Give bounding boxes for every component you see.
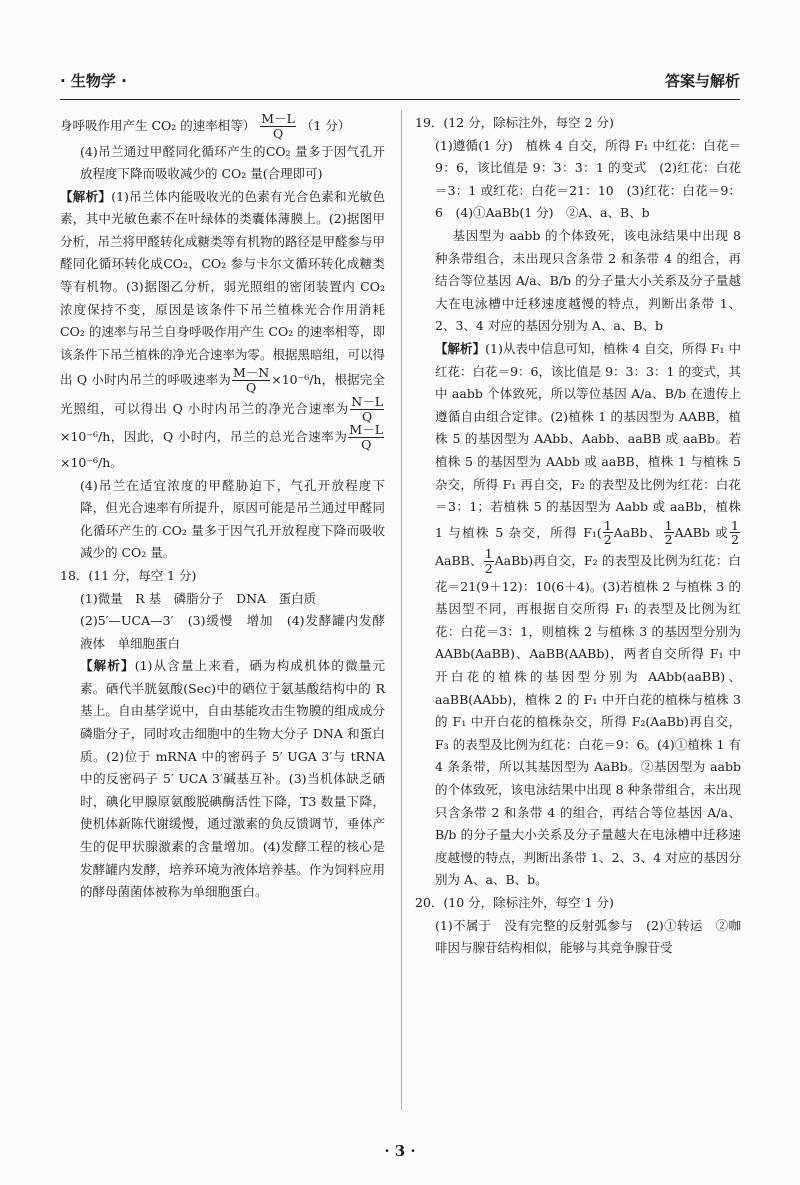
q17-answer-4: (4)吊兰通过甲醛同化循环产生的CO₂ 量多于因气孔开放程度下降而吸收减少的 CO₂ 量(合理即可) <box>80 143 385 182</box>
fraction: $\frac{1}{2}$ <box>731 517 739 548</box>
fraction: $\frac{1}{2}$ <box>484 546 493 576</box>
fraction: $\frac{M-L}{Q}$ <box>261 111 295 141</box>
q19-answer: (1)遵循(1 分) 植株 4 自交，所得 F₁ 中红花：白花＝9：6，该比值是 9：3：3：1 的变式 (2)红花：白花＝3：1 或红花：白花＝21：10 (3)红花：白花＝9：6 (4)①AaBb(1 分) ②A、a、B、b <box>435 137 741 221</box>
column-divider <box>401 110 402 1110</box>
q20-answer: (1)不属于 没有完整的反射弧参与 (2)①转运 ②咖啡因与腺苷结构相似，能够与其竞争腺苷受 <box>435 917 741 956</box>
q20-heading: 20．(10 分，除标注外，每空 1 分) <box>415 895 614 910</box>
q19-answer-explanation: 基因型为 aabb 的个体致死，该电泳结果中出现 8 种条带组合，未出现只含条带 2 和条带 4 的组合，再结合等位基因 A/a、B/b 的分子量大小关系及分子量越大在电泳槽中迁移速度越慢的特点，判断出条带 1、2、3、4 对应的基因分别为 A、a、B、b <box>435 227 741 334</box>
fraction: $\frac{1}{2}$ <box>603 517 612 548</box>
header-section: 答案与解析 <box>664 72 740 90</box>
q17-answer-continued: 身呼吸作用产生 CO₂ 的速率相等） $\frac{M-L}{Q}$ （1 分） <box>60 111 351 141</box>
fraction: $\frac{1}{2}$ <box>664 517 673 548</box>
fraction: $\frac{M-L}{Q}$ <box>349 422 383 453</box>
page-number: · 3 · <box>384 1142 416 1160</box>
analysis-label: 【解析】 <box>435 340 486 356</box>
fraction: $\frac{N-L}{Q}$ <box>351 393 383 424</box>
q18-heading: 18．(11 分，每空 1 分) <box>60 567 197 583</box>
header-subject: · 生物学 · <box>60 72 127 90</box>
q19-heading: 19．(12 分，除标注外，每空 2 分) <box>415 115 614 130</box>
q17-analysis-4: (4)吊兰在适宜浓度的甲醛胁迫下，气孔开放程度下降，但光合速率有所提升，原因可能是吊兰通过甲醛同化循环产生的 CO₂ 量多于因气孔开放程度下降而吸收减少的 CO₂ 量。 <box>80 477 385 561</box>
analysis-label: 【解析】 <box>80 658 135 674</box>
q18-answer-1: (1)微量 R 基 磷脂分子 DNA 蛋白质 <box>80 590 317 606</box>
q19-analysis: 【解析】(1)从表中信息可知，植株 4 自交，所得 F₁ 中红花：白花＝9：6，该比值是 9：3：3：1 的变式，其中 aabb 个体致死，所以等位基因 A/a、B/b 在遗传上遵循自由组合定律。(2)植株 1 的基因型为 AABB，植株 5 的基因型为 AAbb、Aabb、aaBB 或 aaBb。若植株 5 的基因型为 AAbb 或 aaBB，植株 1 与植株 5 杂交，所得 F₁ 再自交，F₂ 的表型及比例为红花：白花＝3：1；若植株 5 的基因型为 Aabb 或 aaBb，植株 1 与植株 5 杂交，所得 F₁( $\frac{1}{2}$ AaBb、 $\frac{1}{2}$ AABb 或 $\frac{1}{2}$ AaBB、 $\frac{1}{2}$ AaBb)再自交，F₂ 的表型及比例为红花：白花＝21(9＋12)：10(6＋4)。(3)若植株 2 与植株 3 的基因型不同，再根据自交所得 F₁ 的表型及比例为红花：白花＝3：1，则植株 2 与植株 3 的基因型分别为 AABb(AaBB)、AaBB(AABb)，两者自交所得 F₁ 中开白花的植株的基因型分别为 AAbb(aaBB)、aaBB(AAbb)，植株 2 的 F₁ 中开白花的植株与植株 3 的 F₁ 中开白花的植株杂交，所得 F₂(AaBb)再自交，F₃ 的表型及比例为红花：白花＝9：6。(4)①植株 1 有 4 条条带，所以其基因型为 AaBb。②基因型为 aabb 的个体致死，该电泳结果中出现 8 种条带组合，未出现只含条带 2 和条带 4 的组合，再结合等位基因 A/a、B/b 的分子量大小关系及分子量越大在电泳槽中迁移速度越慢的特点，判断出条带 1、2、3、4 对应的基因分别为 A、a、B、b。 <box>435 340 741 888</box>
q17-analysis: 【解析】(1)吊兰体内能吸收光的色素有光合色素和光敏色素，其中光敏色素不在叶绿体的类囊体薄膜上。(2)据图甲分析，吊兰将甲醛转化成糖类等有机物的路径是甲醛参与甲醛同化循环转化成CO₂，CO₂ 参与卡尔文循环转化成糖类等有机物。(3)据图乙分析，弱光照组的密闭装置内 CO₂ 浓度保持不变，原因是该条件下吊兰植株光合作用消耗 CO₂ 的速率与吊兰自身呼吸作用产生 CO₂ 的速率相等，即该条件下吊兰植株的净光合速率为零。根据黑暗组，可以得出 Q 小时内吊兰的呼吸速率为 $\frac{M-N}{Q}$ ×10⁻⁶/h，根据完全光照组，可以得出 Q 小时内吊兰的净光合速率为 $\frac{N-L}{Q}$ ×10⁻⁶/h，因此，Q 小时内，吊兰的总光合速率为 $\frac{M-L}{Q}$ ×10⁻⁶/h。 <box>60 188 386 470</box>
q18-answer-2: (2)5′—UCA—3′ (3)缓慢 增加 (4)发酵罐内发酵 液体 单细胞蛋白 <box>80 613 398 651</box>
analysis-label: 【解析】 <box>60 188 112 204</box>
q18-analysis: 【解析】(1)从含量上来看，硒为构成机体的微量元素。硒代半胱氨酸(Sec)中的硒位于氨基酸结构中的 R 基上。自由基学说中，自由基能攻击生物膜的组成成分磷脂分子，同时攻击细胞中的生物大分子 DNA 和蛋白质。(2)位于 mRNA 中的密码子 5′ UGA 3′与 tRNA 中的反密码子 5′ UCA 3′碱基互补。(3)当机体缺乏硒时，碘化甲腺原氨酸脱碘酶活性下降，T3 数量下降，使机体新陈代谢缓慢，通过激素的负反馈调节，垂体产生的促甲状腺激素的含量增加。(4)发酵工程的核心是发酵罐内发酵，培养环境为液体培养基。作为饲料应用的酵母菌菌体被称为单细胞蛋白。 <box>80 658 385 900</box>
fraction: $\frac{M-N}{Q}$ <box>232 365 270 396</box>
header-rule <box>60 99 740 100</box>
right-column <box>415 112 741 960</box>
left-column <box>60 111 398 904</box>
